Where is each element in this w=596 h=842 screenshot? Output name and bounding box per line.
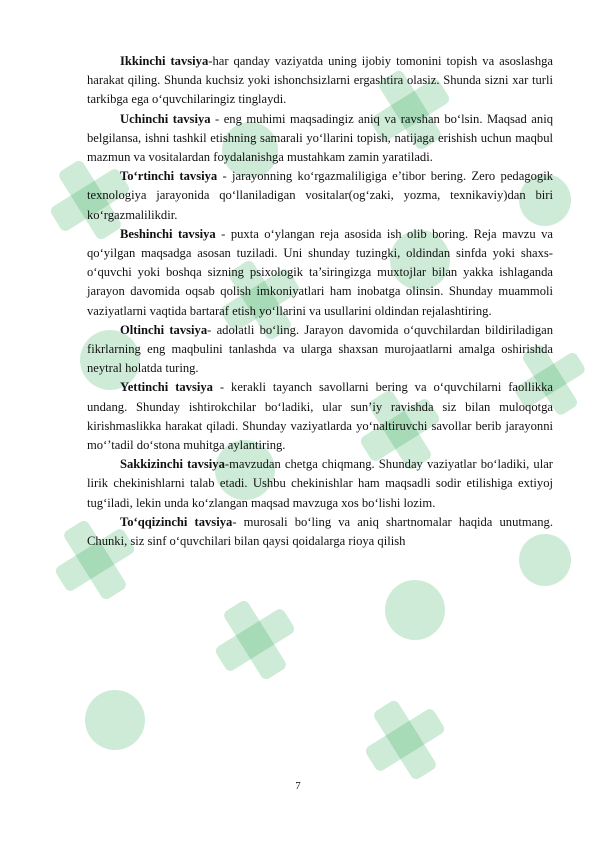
paragraph-heading: Sakkizinchi tavsiya [120, 457, 225, 472]
paragraph-tavsiya-3 [87, 110, 553, 168]
document-body [87, 52, 553, 551]
paragraph-tavsiya-8 [87, 455, 553, 513]
paragraph-text: - kerakli tayanch savollarni bering va o‘quvchilarni faollikka undang. Shunday ishtirokchilar bo‘ladiki, ular sun’iy ravishda siz bilan muloqotga kirishmaslikka harakat qiladi. Shunday vaziyatlarda yo‘naltiruvchi savollar berib jarayonni mo‘’tadil do‘stona muhitga aylantiring. [87, 380, 553, 453]
paragraph-tavsiya-4 [87, 167, 553, 225]
paragraph-heading: Oltinchi tavsiya [120, 322, 208, 337]
paragraph-heading: Beshinchi tavsiya [120, 226, 216, 241]
paragraph-tavsiya-6 [87, 321, 553, 379]
paragraph-text: -har qanday vaziyatda uning ijobiy tomonini topish va asoslashga harakat qiling. Shunda kuchsiz yoki ishonchsizlarni ergashtira olasiz. Shunda sizni xar turli tarkibga ega o‘quvchilaringiz tinglaydi. [87, 54, 554, 107]
paragraph-heading: Yettinchi tavsiya [120, 380, 213, 395]
paragraph-heading: To‘qqizinchi tavsiya [120, 514, 233, 529]
paragraph-text: - eng muhimi maqsadingiz aniq va ravshan bo‘lsin. Maqsad aniq belgilansa, ishni tashkil etishning samarali yo‘llarini topish, natijaga erishish uchun maqbul mazmun va vositalardan foydalanishga mustahkam zamin yaratiladi. [87, 111, 553, 165]
paragraph-text: -mavzudan chetga chiqmang. Shunday vaziyatlar bo‘ladiki, ular lirik chekinishlarni talab etadi. Ushbu chekinishlar ham maqsadli sodir etilishiga extiyoj tug‘iladi, lekin unda ko‘zlangan maqsad mavzuga xos bo‘lishi lozim. [87, 457, 553, 510]
page-number: 7 [295, 780, 301, 792]
paragraph-text: - murosali bo‘ling va aniq shartnomalar haqida unutmang. Chunki, siz sinf o‘quvchilari bilan qaysi qoidalarga rioya qilish [87, 514, 553, 549]
paragraph-text: - jarayonning ko‘rgazmaliligiga e’tibor bering. Zero pedagogik texnologiya jarayonida qo‘llaniladigan vositalar(og‘zaki, yozma, texnikaviy)dan biri ko‘rgazmalilikdir. [87, 169, 553, 222]
paragraph-text: - adolatli bo‘ling. Jarayon davomida o‘quvchilardan bildiriladigan fikrlarning eng maqbulini tanlashda va ularga shaxsan murojaatlarni amalga oshirishda neytral holatda turing. [87, 322, 554, 376]
paragraph-heading: Uchinchi tavsiya [120, 111, 211, 126]
paragraph-tavsiya-5 [87, 225, 553, 321]
paragraph-heading: Ikkinchi tavsiya [120, 54, 209, 68]
paragraph-tavsiya-7 [87, 378, 553, 455]
paragraph-tavsiya-9 [87, 513, 553, 551]
paragraph-text: - puxta o‘ylangan reja asosida ish olib boring. Reja mavzu va qo‘yilgan maqsadga asosan tuziladi. Uni shunday tuzingki, oldindan sinfda yoki shaxs-o‘quvchi yoki boshqa sizning psixologik ta’siringizga muxtojlar bilan yakka ishlaganda jarayon davomida oqsab qolish imkoniyatlari ham inobatga olinsin. Shunday muammoli vaziyatlarni vaqtida bartaraf etish yo‘llarini va usullarini oldindan rejalashtiring. [87, 226, 554, 318]
paragraph-tavsiya-2 [87, 52, 553, 110]
paragraph-heading: To‘rtinchi tavsiya [120, 169, 218, 184]
